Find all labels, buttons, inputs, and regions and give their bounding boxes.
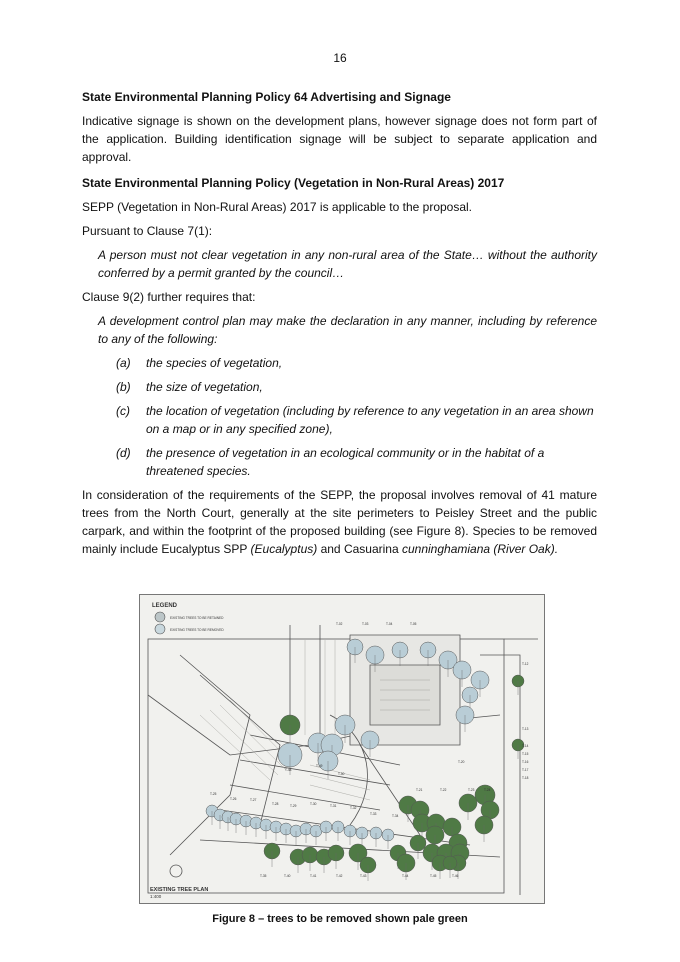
list-item-label: (d) <box>116 446 131 460</box>
tree-tag-label: T-15 <box>522 752 529 756</box>
tree-tag-label: T-20 <box>458 760 465 764</box>
tree-tag-label: T-02 <box>336 622 343 626</box>
list-item <box>98 354 597 372</box>
tree-tag-label: T-45 <box>430 874 437 878</box>
quote-clause-9: A development control plan may make the declaration in any manner, including by reference to any of the following: <box>98 314 597 346</box>
section-heading-sepp-vegetation: State Environmental Planning Policy (Vegetation in Non-Rural Areas) 2017 <box>82 176 505 190</box>
clause-list <box>98 354 597 480</box>
consideration-text-1: In consideration of the requirements of the SEPP, the proposal involves removal of 41 mature trees from the North Court, generally at the site perimeters to Peisley Street and the public carpark, and within the footprint of the proposed building (see Figure 8). Species to be removed mainly include Eucalyptus SPP <box>82 488 597 556</box>
tree-tag-label: T-25 <box>210 792 217 796</box>
tree-tag-label: T-03 <box>362 622 369 626</box>
tree-tag-label: T-48 <box>285 768 292 772</box>
tree-tag-label: T-40 <box>284 874 291 878</box>
tree-tag-label: T-22 <box>440 788 447 792</box>
tree-tag-label: T-34 <box>392 814 399 818</box>
tree-tag-label: T-49 <box>316 764 323 768</box>
tree-tag-label: T-31 <box>330 804 337 808</box>
plan-scale: 1:400 <box>150 894 162 899</box>
list-item <box>98 402 597 438</box>
tree-tag-label: T-14 <box>522 744 529 748</box>
tree-tag-label: T-50 <box>338 772 345 776</box>
document-body <box>82 88 597 564</box>
species-river-oak: cunninghamiana (River Oak). <box>401 542 559 556</box>
tree-tag-label: T-18 <box>522 776 529 780</box>
tree-tag-label: T-05 <box>410 622 417 626</box>
tree-tag-label: T-43 <box>360 874 367 878</box>
tree-tag-label: T-46 <box>452 874 459 878</box>
tree-tag-label: T-23 <box>468 788 475 792</box>
list-item-label: (a) <box>116 356 131 370</box>
tree-tag-label: T-04 <box>386 622 393 626</box>
legend-retained-label: EXISTING TREES TO BE RETAINED <box>170 616 224 620</box>
tree-tag-label: T-12 <box>522 662 529 666</box>
list-item <box>98 444 597 480</box>
species-eucalyptus: (Eucalyptus) <box>250 542 318 556</box>
list-item <box>98 378 597 396</box>
list-item-text: the presence of vegetation in an ecological community or in the habitat of a threatened species. <box>146 446 545 478</box>
tree-tag-label: T-24 <box>484 788 491 792</box>
tree-tag-label: T-44 <box>402 874 409 878</box>
tree-tag-label: T-28 <box>272 802 279 806</box>
tree-tag-label: T-17 <box>522 768 529 772</box>
paragraph-clause-9: Clause 9(2) further requires that: <box>82 290 256 304</box>
tree-tag-label: T-13 <box>522 727 529 731</box>
tree-tag-label: T-32 <box>350 806 357 810</box>
paragraph-applicable: SEPP (Vegetation in Non-Rural Areas) 2017 is applicable to the proposal. <box>82 200 473 214</box>
list-item-text: the location of vegetation (including by reference to any vegetation in an area shown on a map or in any specified zone), <box>146 404 594 436</box>
figure-caption: Figure 8 – trees to be removed shown pale green <box>212 913 468 925</box>
tree-tag-label: T-16 <box>522 760 529 764</box>
legend-removed-label: EXISTING TREES TO BE REMOVED <box>170 628 224 632</box>
list-item-label: (b) <box>116 380 131 394</box>
paragraph-pursuant: Pursuant to Clause 7(1): <box>82 224 213 238</box>
page-number: 16 <box>333 51 347 65</box>
tree-tag-label: T-35 <box>260 874 267 878</box>
plan-title: EXISTING TREE PLAN <box>150 887 209 893</box>
tree-plan-drawing <box>140 595 544 903</box>
tree-tag-label: T-41 <box>310 874 317 878</box>
tree-tag-label: T-33 <box>370 812 377 816</box>
legend-title: LEGEND <box>152 603 178 609</box>
figure-tree-plan <box>139 594 545 904</box>
quote-clause-7: A person must not clear vegetation in any non-rural area of the State… without the authority conferred by a permit granted by the council… <box>98 248 597 280</box>
tree-tag-label: T-27 <box>250 798 257 802</box>
paragraph-consideration <box>82 486 597 558</box>
tree-tag-label: T-21 <box>416 788 423 792</box>
list-item-label: (c) <box>116 404 130 418</box>
tree-tag-label: T-26 <box>230 797 237 801</box>
consideration-text-2: and Casuarina <box>317 542 402 556</box>
list-item-text: the size of vegetation, <box>146 380 263 394</box>
paragraph-signage: Indicative signage is shown on the development plans, however signage does not form part of the application. Building identification signage will be subject to separate application and approval. <box>82 114 597 164</box>
tree-tag-label: T-42 <box>336 874 343 878</box>
section-heading-sepp64: State Environmental Planning Policy 64 Advertising and Signage <box>82 90 451 104</box>
tree-tag-label: T-30 <box>310 802 317 806</box>
tree-tag-label: T-29 <box>290 804 297 808</box>
list-item-text: the species of vegetation, <box>146 356 283 370</box>
